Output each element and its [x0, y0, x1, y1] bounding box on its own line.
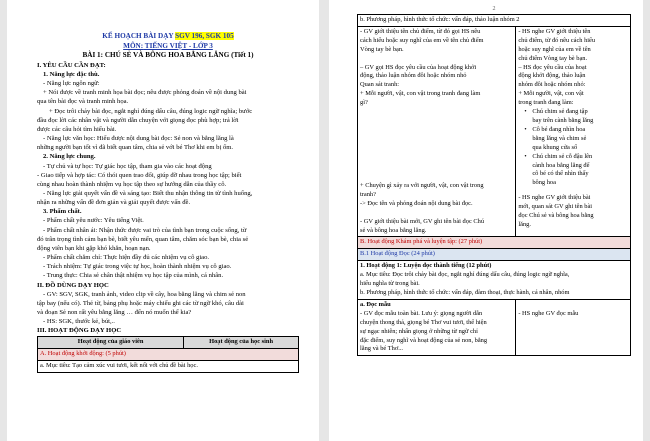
cell-line: lăng và bé Thơ... [360, 345, 404, 353]
text-line: - Trung thực: Chia sẻ chân thật nhiệm vụ học tập của mình, cá nhân. [43, 272, 224, 280]
text-line: - Năng lực văn học: Hiểu được nội dung bài đọc: Sẻ non và bằng lăng là [43, 135, 234, 143]
bullet-item [528, 153, 628, 189]
text-line: nhận ra những vấn đề đơn giản và giải quyết được vấn đề. [37, 199, 191, 207]
text-line: + Đọc trôi chảy bài đọc, ngắt nghỉ đúng dấu câu, đúng logic ngữ nghĩa; bước [49, 107, 253, 115]
cell-line: - HS nghe GV giới thiệu bài [518, 194, 591, 202]
bullet-line: • Chú chim sẻ cỗ đậu lên [532, 152, 593, 160]
text-line: - Giao tiếp và hợp tác: Có thói quen trao đổi, giúp đỡ nhau trong học tập; biết [37, 171, 242, 179]
bullet-line: qua khung cửa sổ [532, 143, 578, 151]
gv-new-lesson [360, 218, 513, 236]
goal-row [38, 361, 299, 373]
text-line: động viên bạn khi gặp khó khăn, hoạn nạn. [37, 244, 151, 252]
text-line: những người bạn tốt vì đã biết quan tâm, chia sẻ với bé Thơ khi em bị ốm. [37, 144, 234, 152]
title-highlight: SGV 196, SGK 105 [175, 32, 234, 40]
activity-b-title: B. Hoạt động Khám phá và luyện tập: (27 phút) [358, 237, 631, 249]
text-line: - GV: SGV, SGK, tranh ảnh, video clip về cây, hoa bằng lăng và chim sẻ non [43, 290, 246, 298]
gv-question [360, 182, 513, 209]
activity-row-main [358, 26, 631, 237]
text-line: cùng nhau hoàn thành nhiệm vụ học tập theo sự hướng dẫn của thầy cô. [37, 180, 227, 188]
read-sample-row [358, 299, 631, 355]
document-page-2 [329, 0, 643, 441]
hs-observe [518, 64, 628, 109]
cell-line: động, thảo luận nhóm đôi hoặc nhóm nhỏ [360, 72, 467, 80]
text-line: tập bay (nếu có). Thẻ từ, bảng phụ hoặc máy chiếu ghi các từ ngữ khó, câu dài [37, 299, 244, 307]
cell-line: động khởi động, thảo luận [518, 72, 586, 80]
bullet-line: bay trên cành bằng lăng [532, 116, 594, 124]
teacher-cell [358, 26, 516, 237]
text-line: - Phẩm chất nhân ái: Nhận thức được vai trò của tình bạn trong cuộc sống, từ [43, 226, 247, 234]
bullet-line: cành hoa bằng lăng để [532, 161, 590, 169]
cell-line: sẻ và bông hoa bằng lăng. [360, 226, 427, 234]
cell-line: + Chuyện gì xảy ra với người, vật, con vật trong [360, 182, 484, 190]
text-line: 2. Năng lực chung. [43, 153, 96, 161]
cell-line: - HS nghe GV đọc mẫu [518, 309, 579, 317]
text-line: đó trân trọng tình cảm bạn bè, biết yêu mến, quan tâm, chăm sóc bạn bè, chia sẻ [37, 235, 249, 243]
bullet-line: cô bé có thể nhìn thấy [532, 170, 589, 178]
cell-line: -> Đọc tên và phỏng đoán nội dung bài đọc. [360, 199, 473, 207]
cell-line: – HS đọc yêu cầu của hoạt [518, 63, 587, 71]
text-line: 1. Năng lực đặc thù. [43, 70, 100, 78]
cell-line: gì? [360, 99, 368, 107]
activity-b-row [358, 237, 631, 249]
bullet-line: bông hoa [532, 179, 556, 187]
bullet-line: • Chú chim sẻ đang tập [532, 108, 588, 116]
cell-line: lăng. [518, 220, 531, 228]
read-sample-student [516, 299, 631, 355]
cell-line: Quan sát tranh: [360, 81, 400, 89]
goal-text: a. Mục tiêu: Tạo cảm xúc vui tươi, kết nối với chủ đề bài học. [38, 361, 299, 373]
cell-line: đọc Chú sẻ và bông hoa bằng [518, 212, 594, 220]
cell-line: mới, quan sát GV ghi tên bài [518, 203, 593, 211]
cell-line: - GV đọc mẫu toàn bài. Lưu ý: giọng người dẫn [360, 309, 483, 317]
cell-line: - HS nghe GV giới thiệu tên [518, 27, 591, 35]
student-cell [516, 26, 631, 237]
table-header-row [38, 337, 299, 349]
hs-new-lesson [518, 194, 628, 230]
plan-title: KẾ HOẠCH BÀI DẠY SGV 196, SGK 105 [102, 32, 234, 40]
method-text: b. Phương pháp, hình thức tổ chức: vấn đáp, thảo luận nhóm 2 [358, 15, 631, 27]
gv-observe [360, 64, 513, 109]
cell-line: tranh? [360, 190, 376, 198]
read-sample-title: a. Đọc mẫu [360, 300, 391, 308]
cell-line: sự ngạc nhiên; nhấn giọng ở những từ ngữ chỉ [360, 327, 478, 335]
text-line: - HS: SGK, thước kẻ, bút,.. [43, 318, 115, 326]
teacher-column-header: Hoạt động của giáo viên [38, 337, 184, 349]
cell-line: đặc điểm, suy nghĩ và hoạt động của sẻ non, bằng [360, 336, 488, 344]
cell-line: nhóm đôi hoặc nhóm nhỏ: [518, 81, 586, 89]
cell-line: – GV gọi HS đọc yêu cầu của hoạt động khởi [360, 63, 477, 71]
cell-line: chủ điểm Vòng tay bè bạn. [518, 54, 588, 62]
b1-goal [360, 271, 628, 289]
b1-method: b. Phương pháp, hình thức tổ chức: vấn đáp, đàm thoại, thực hành, cá nhân, nhóm [360, 289, 570, 296]
cell-line: hoặc suy nghĩ của em về tên [518, 45, 591, 53]
cell-line: - GV giới thiệu tên chủ điểm, từ đó gọi HS nêu [360, 27, 481, 35]
subject-line: MÔN: TIẾNG VIỆT - LỚP 3 [123, 41, 213, 50]
text-line: - Năng lực ngôn ngữ: [43, 80, 100, 88]
cell-line: + Mỗi người, vật, con vật [518, 90, 584, 98]
bullet-line: bằng lăng và chim sẻ [532, 134, 587, 142]
b1-title: 1. Hoạt động 1: Luyện đọc thành tiếng (12 phút) [360, 262, 492, 270]
bullet-line: • Cô bé đang nhìn hoa [532, 125, 586, 133]
b1-detail-row [358, 261, 631, 300]
student-column-header: Hoạt động của học sinh [184, 337, 299, 349]
text-line: I. YÊU CẦU CẦN ĐẠT: [37, 61, 106, 69]
text-line: qua tên bài đọc và tranh minh họa. [37, 98, 129, 106]
gv-read-sample [360, 310, 513, 355]
lesson-objectives [37, 61, 299, 336]
cell-line: cách hiểu hoặc suy nghĩ của em về tên chủ điểm [360, 36, 484, 44]
lesson-title: BÀI 1: CHÚ SẺ VÀ BÔNG HOA BẰNG LĂNG (Tiết 1) [82, 51, 254, 60]
cell-line: chuyện thong thả, giọng bé Thơ vui tươi, thể hiện [360, 318, 487, 326]
text-line: III. HOẠT ĐỘNG DẠY HỌC [37, 327, 122, 335]
text-line: - Tự chủ và tự học: Tự giác học tập, tham gia vào các hoạt động [43, 162, 212, 170]
text-line: + Nói được về tranh minh họa bài đọc; nêu được phỏng đoán về nội dung bài [43, 89, 247, 97]
text-line: 3. Phẩm chất. [43, 208, 82, 216]
activity-b1-row [358, 249, 631, 261]
text-line: - Năng lực giải quyết vấn đề và sáng tạo: Biết thu nhận thông tin từ tình huống, [43, 189, 253, 197]
bullet-item [528, 108, 628, 126]
b1-detail-cell [358, 261, 631, 300]
gv-intro [360, 28, 513, 55]
cell-line: hiểu nghĩa từ trong bài. [360, 280, 420, 288]
text-line: đầu đọc lời các nhân vật và người dẫn chuyện với giọng đọc phù hợp; trả lời [37, 116, 239, 124]
text-line: được các câu hỏi tìm hiểu bài. [37, 125, 117, 133]
activity-a-row [38, 349, 299, 361]
activity-b1-title: B.1 Hoạt động Đọc (24 phút) [358, 249, 631, 261]
activity-table-page2 [357, 14, 631, 356]
cell-line: chủ điểm, từ đó nêu cách hiểu [518, 36, 596, 44]
hs-intro [518, 28, 628, 64]
cell-line: - GV giới thiệu bài mới, GV ghi tên bài đọc Chú [360, 217, 485, 225]
hs-bullet-list [518, 108, 628, 188]
text-line: - Trách nhiệm: Tự giác trong việc tự học, hoàn thành nhiệm vụ cô giao. [43, 263, 232, 271]
bullet-item [528, 126, 628, 153]
text-line: và đoạn Sẻ non rất yêu bằng lăng … đến nó muốn thế kia? [37, 309, 192, 316]
text-line: - Phẩm chất chăm chỉ: Thực hiện đầy đủ các nhiệm vụ cô giao. [43, 254, 210, 262]
activity-a-title: A. Hoạt động khởi động: (5 phút) [38, 349, 299, 361]
page-number: 2 [492, 6, 496, 12]
text-line: II. ĐỒ DÙNG DẠY HỌC [37, 281, 109, 289]
activity-table-page1 [37, 336, 299, 373]
hs-read-sample [518, 310, 628, 319]
method-row [358, 15, 631, 27]
cell-line: a. Mục tiêu: Đọc trôi chảy bài đọc, ngắt nghỉ đúng dấu câu, đúng logic ngữ nghĩa, [360, 271, 570, 279]
text-line: - Phẩm chất yêu nước: Yêu tiếng Việt. [43, 217, 144, 225]
cell-line: trong tranh đang làm: [518, 99, 574, 107]
cell-line: + Mỗi người, vật, con vật trong tranh đang làm [360, 90, 481, 98]
document-page-1 [7, 0, 319, 441]
cell-line: Vòng tay bè bạn. [360, 45, 404, 53]
read-sample-teacher [358, 299, 516, 355]
